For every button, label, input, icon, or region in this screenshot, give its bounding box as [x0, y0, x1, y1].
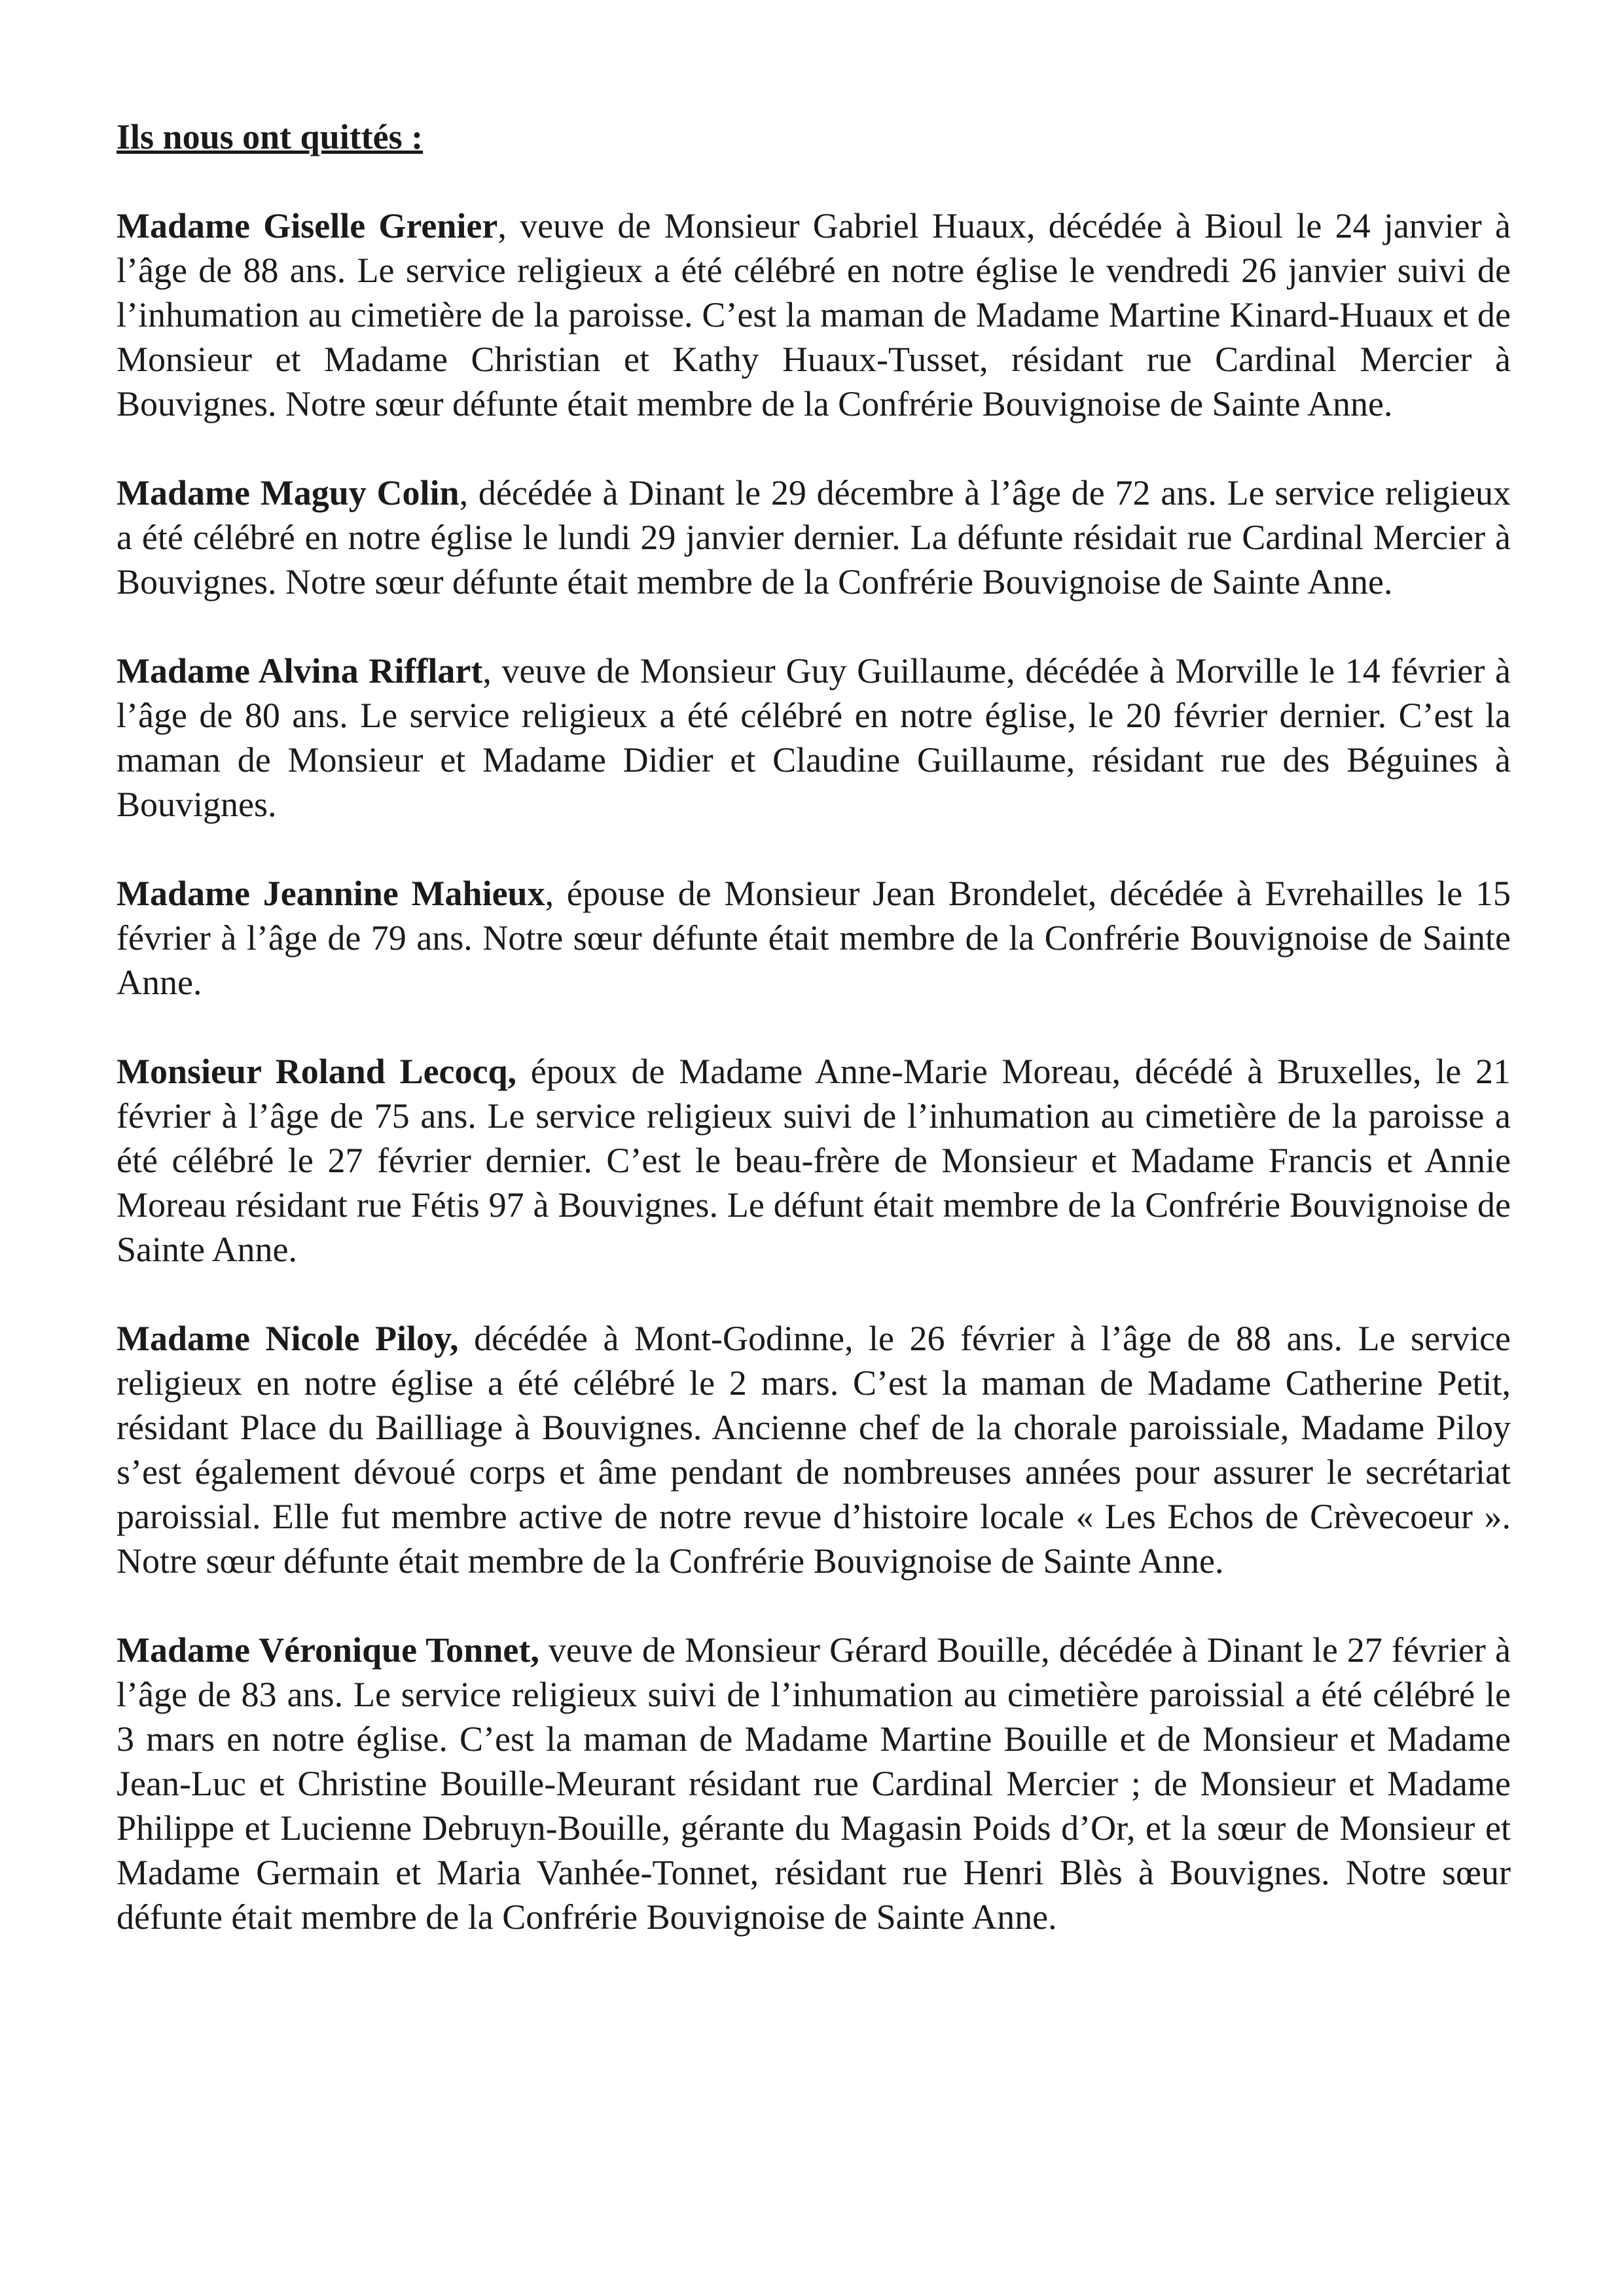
- obituary-text: veuve de Monsieur Gérard Bouille, décédée à Dinant le 27 février à l’âge de 83 ans. Le service religieux suivi de l’inhumation au cimetière paroissial a été célébré le 3 mars en notre église. C’est la maman de Madame Martine Bouille et de Monsieur et Madame Jean-Luc et Christine Bouille-Meurant résidant rue Cardinal Mercier ; de Monsieur et Madame Philippe et Lucienne Debruyn-Bouille, gérante du Magasin Poids d’Or, et la sœur de Monsieur et Madame Germain et Maria Vanhée-Tonnet, résidant rue Henri Blès à Bouvignes. Notre sœur défunte était membre de la Confrérie Bouvignoise de Sainte Anne.: [117, 1630, 1511, 1937]
- obituary-text: décédée à Mont-Godinne, le 26 février à l’âge de 88 ans. Le service religieux en notre église a été célébré le 2 mars. C’est la maman de Madame Catherine Petit, résidant Place du Bailliage à Bouvignes. Ancienne chef de la chorale paroissiale, Madame Piloy s’est également dévoué corps et âme pendant de nombreuses années pour assurer le secrétariat paroissial. Elle fut membre active de notre revue d’histoire locale « Les Echos de Crèvecoeur ». Notre sœur défunte était membre de la Confrérie Bouvignoise de Sainte Anne.: [117, 1319, 1511, 1581]
- obituary-entry: [117, 204, 1511, 426]
- deceased-name: Monsieur Roland Lecocq,: [117, 1052, 517, 1091]
- obituary-entry: [117, 471, 1511, 604]
- deceased-name: Madame Alvina Rifflart: [117, 651, 483, 691]
- deceased-name: Madame Giselle Grenier: [117, 206, 498, 245]
- obituary-text: époux de Madame Anne-Marie Moreau, décédé à Bruxelles, le 21 février à l’âge de 75 ans. Le service religieux suivi de l’inhumation au cimetière de la paroisse a été célébré le 27 février dernier. C’est le beau-frère de Monsieur et Madame Francis et Annie Moreau résidant rue Fétis 97 à Bouvignes. Le défunt était membre de la Confrérie Bouvignoise de Sainte Anne.: [117, 1052, 1511, 1269]
- obituary-text: , veuve de Monsieur Guy Guillaume, décédée à Morville le 14 février à l’âge de 80 ans. Le service religieux a été célébré en notre église, le 20 février dernier. C’est la maman de Monsieur et Madame Didier et Claudine Guillaume, résidant rue des Béguines à Bouvignes.: [117, 651, 1511, 824]
- obituary-entry: [117, 1628, 1511, 1939]
- obituary-text: , décédée à Dinant le 29 décembre à l’âge de 72 ans. Le service religieux a été célébré en notre église le lundi 29 janvier dernier. La défunte résidait rue Cardinal Mercier à Bouvignes. Notre sœur défunte était membre de la Confrérie Bouvignoise de Sainte Anne.: [117, 473, 1511, 601]
- deceased-name: Madame Nicole Piloy,: [117, 1319, 459, 1358]
- obituary-text: , épouse de Monsieur Jean Brondelet, décédée à Evrehailles le 15 février à l’âge de 79 ans. Notre sœur défunte était membre de la Confrérie Bouvignoise de Sainte Anne.: [117, 874, 1511, 1002]
- obituary-entry: [117, 871, 1511, 1005]
- deceased-name: Madame Jeannine Mahieux: [117, 874, 545, 913]
- deceased-name: Madame Véronique Tonnet,: [117, 1630, 539, 1670]
- obituary-text: , veuve de Monsieur Gabriel Huaux, décédée à Bioul le 24 janvier à l’âge de 88 ans. Le service religieux a été célébré en notre église le vendredi 26 janvier suivi de l’inhumation au cimetière de la paroisse. C’est la maman de Madame Martine Kinard-Huaux et de Monsieur et Madame Christian et Kathy Huaux-Tusset, résidant rue Cardinal Mercier à Bouvignes. Notre sœur défunte était membre de la Confrérie Bouvignoise de Sainte Anne.: [117, 206, 1511, 423]
- obituary-entry: [117, 1049, 1511, 1272]
- deceased-name: Madame Maguy Colin: [117, 473, 460, 512]
- page-heading: Ils nous ont quittés :: [117, 117, 424, 156]
- obituary-entry: [117, 649, 1511, 827]
- obituary-entry: [117, 1316, 1511, 1583]
- document-page: [117, 115, 1511, 1984]
